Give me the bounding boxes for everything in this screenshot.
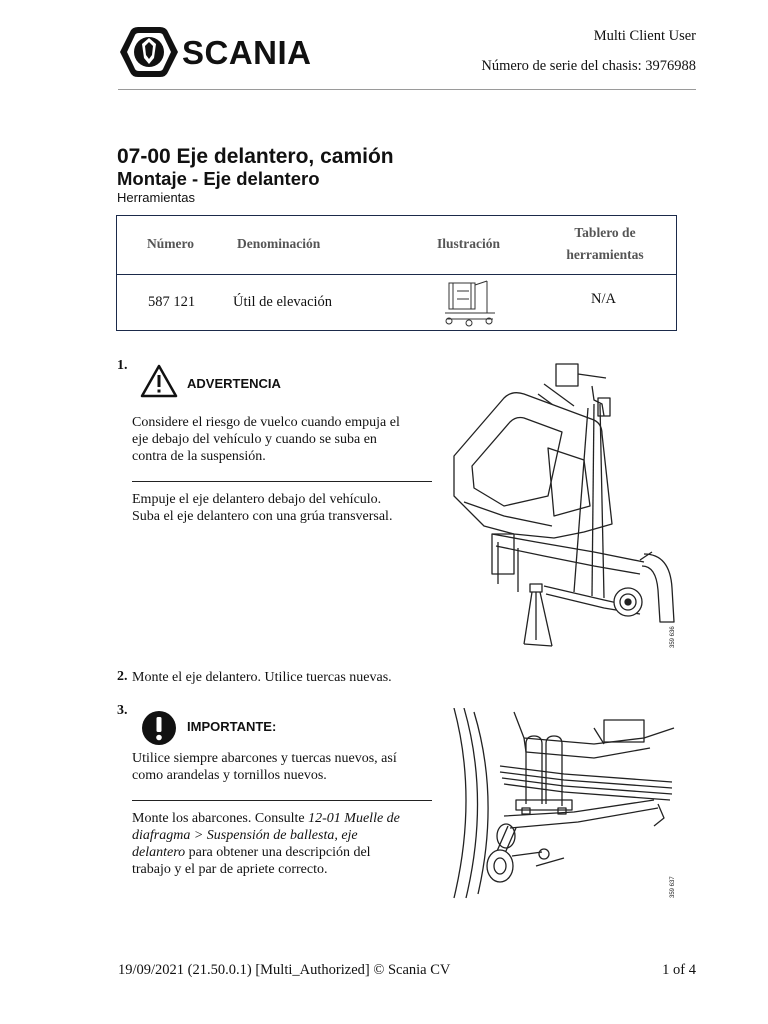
important-line: como arandelas y tornillos nuevos.: [132, 768, 327, 783]
col-header-board-1: Tablero de: [574, 225, 636, 240]
warning-line: eje debajo del vehículo y cuando se suba en: [132, 432, 377, 447]
tools-label: Herramientas: [117, 190, 196, 205]
step-1-line: Suba el eje delantero con una grúa transversal.: [132, 509, 393, 524]
col-header-illustration: Ilustración: [437, 236, 501, 251]
step-3-text-prefix: Monte los abarcones. Consulte: [132, 811, 309, 826]
warning-line: contra de la suspensión.: [132, 449, 266, 464]
figure-1-id: 359 636: [670, 626, 676, 648]
col-header-board-2: herramientas: [566, 247, 644, 262]
important-label: IMPORTANTE:: [187, 719, 277, 734]
page-number: 1 of 4: [662, 962, 696, 978]
step-3-line: trabajo y el par de apriete correcto.: [132, 862, 328, 877]
page-title: 07-00 Eje delantero, camión: [117, 145, 394, 168]
header-divider: [118, 89, 696, 90]
warning-text: [132, 414, 400, 465]
step-2-number: 2.: [117, 669, 128, 684]
important-text: [132, 750, 397, 784]
step-3-text: [132, 810, 437, 878]
cell-board: N/A: [591, 291, 616, 307]
reference-link[interactable]: 12-01 Muelle de: [308, 811, 400, 826]
step-2-text: Monte el eje delantero. Utilice tuercas nuevas.: [132, 670, 392, 685]
lifting-tool-illustration: [439, 277, 501, 329]
step-1-line: Empuje el eje delantero debajo del vehículo.: [132, 492, 382, 507]
step-1-divider: [132, 481, 432, 482]
warning-triangle-icon: [140, 364, 178, 398]
footer-left: 19/09/2021 (21.50.0.1) [Multi_Authorized] © Scania CV: [118, 962, 451, 978]
step-3-number: 3.: [117, 703, 128, 718]
tools-table: [116, 215, 677, 331]
logo-wordmark: SCANIA: [182, 34, 312, 71]
header-user: Multi Client User: [593, 28, 696, 44]
scania-logo: [118, 22, 333, 82]
page-subtitle: Montaje - Eje delantero: [117, 168, 320, 189]
step-1-text: [132, 491, 392, 525]
warning-label: ADVERTENCIA: [187, 376, 281, 391]
reference-link[interactable]: diafragma > Suspensión de ballesta, eje: [132, 828, 358, 843]
ubolt-mounting-illustration: [444, 708, 684, 904]
reference-link[interactable]: delantero: [132, 845, 186, 860]
important-icon: [141, 710, 177, 746]
cell-name: Útil de elevación: [233, 294, 333, 310]
step-3-divider: [132, 800, 432, 801]
step-1-number: 1.: [117, 358, 128, 373]
warning-line: Considere el riesgo de vuelco cuando empuja el: [132, 415, 400, 430]
figure-2-id: 359 637: [670, 876, 676, 898]
axle-mounting-illustration: [444, 356, 684, 656]
cell-number: 587 121: [148, 294, 196, 310]
step-3-text-suffix: para obtener una descripción del: [185, 845, 371, 860]
important-line: Utilice siempre abarcones y tuercas nuevos, así: [132, 751, 397, 766]
col-header-name: Denominación: [237, 236, 321, 251]
col-header-number: Número: [147, 236, 194, 251]
table-divider: [117, 274, 676, 275]
header-chassis-number: Número de serie del chasis: 3976988: [481, 58, 696, 74]
